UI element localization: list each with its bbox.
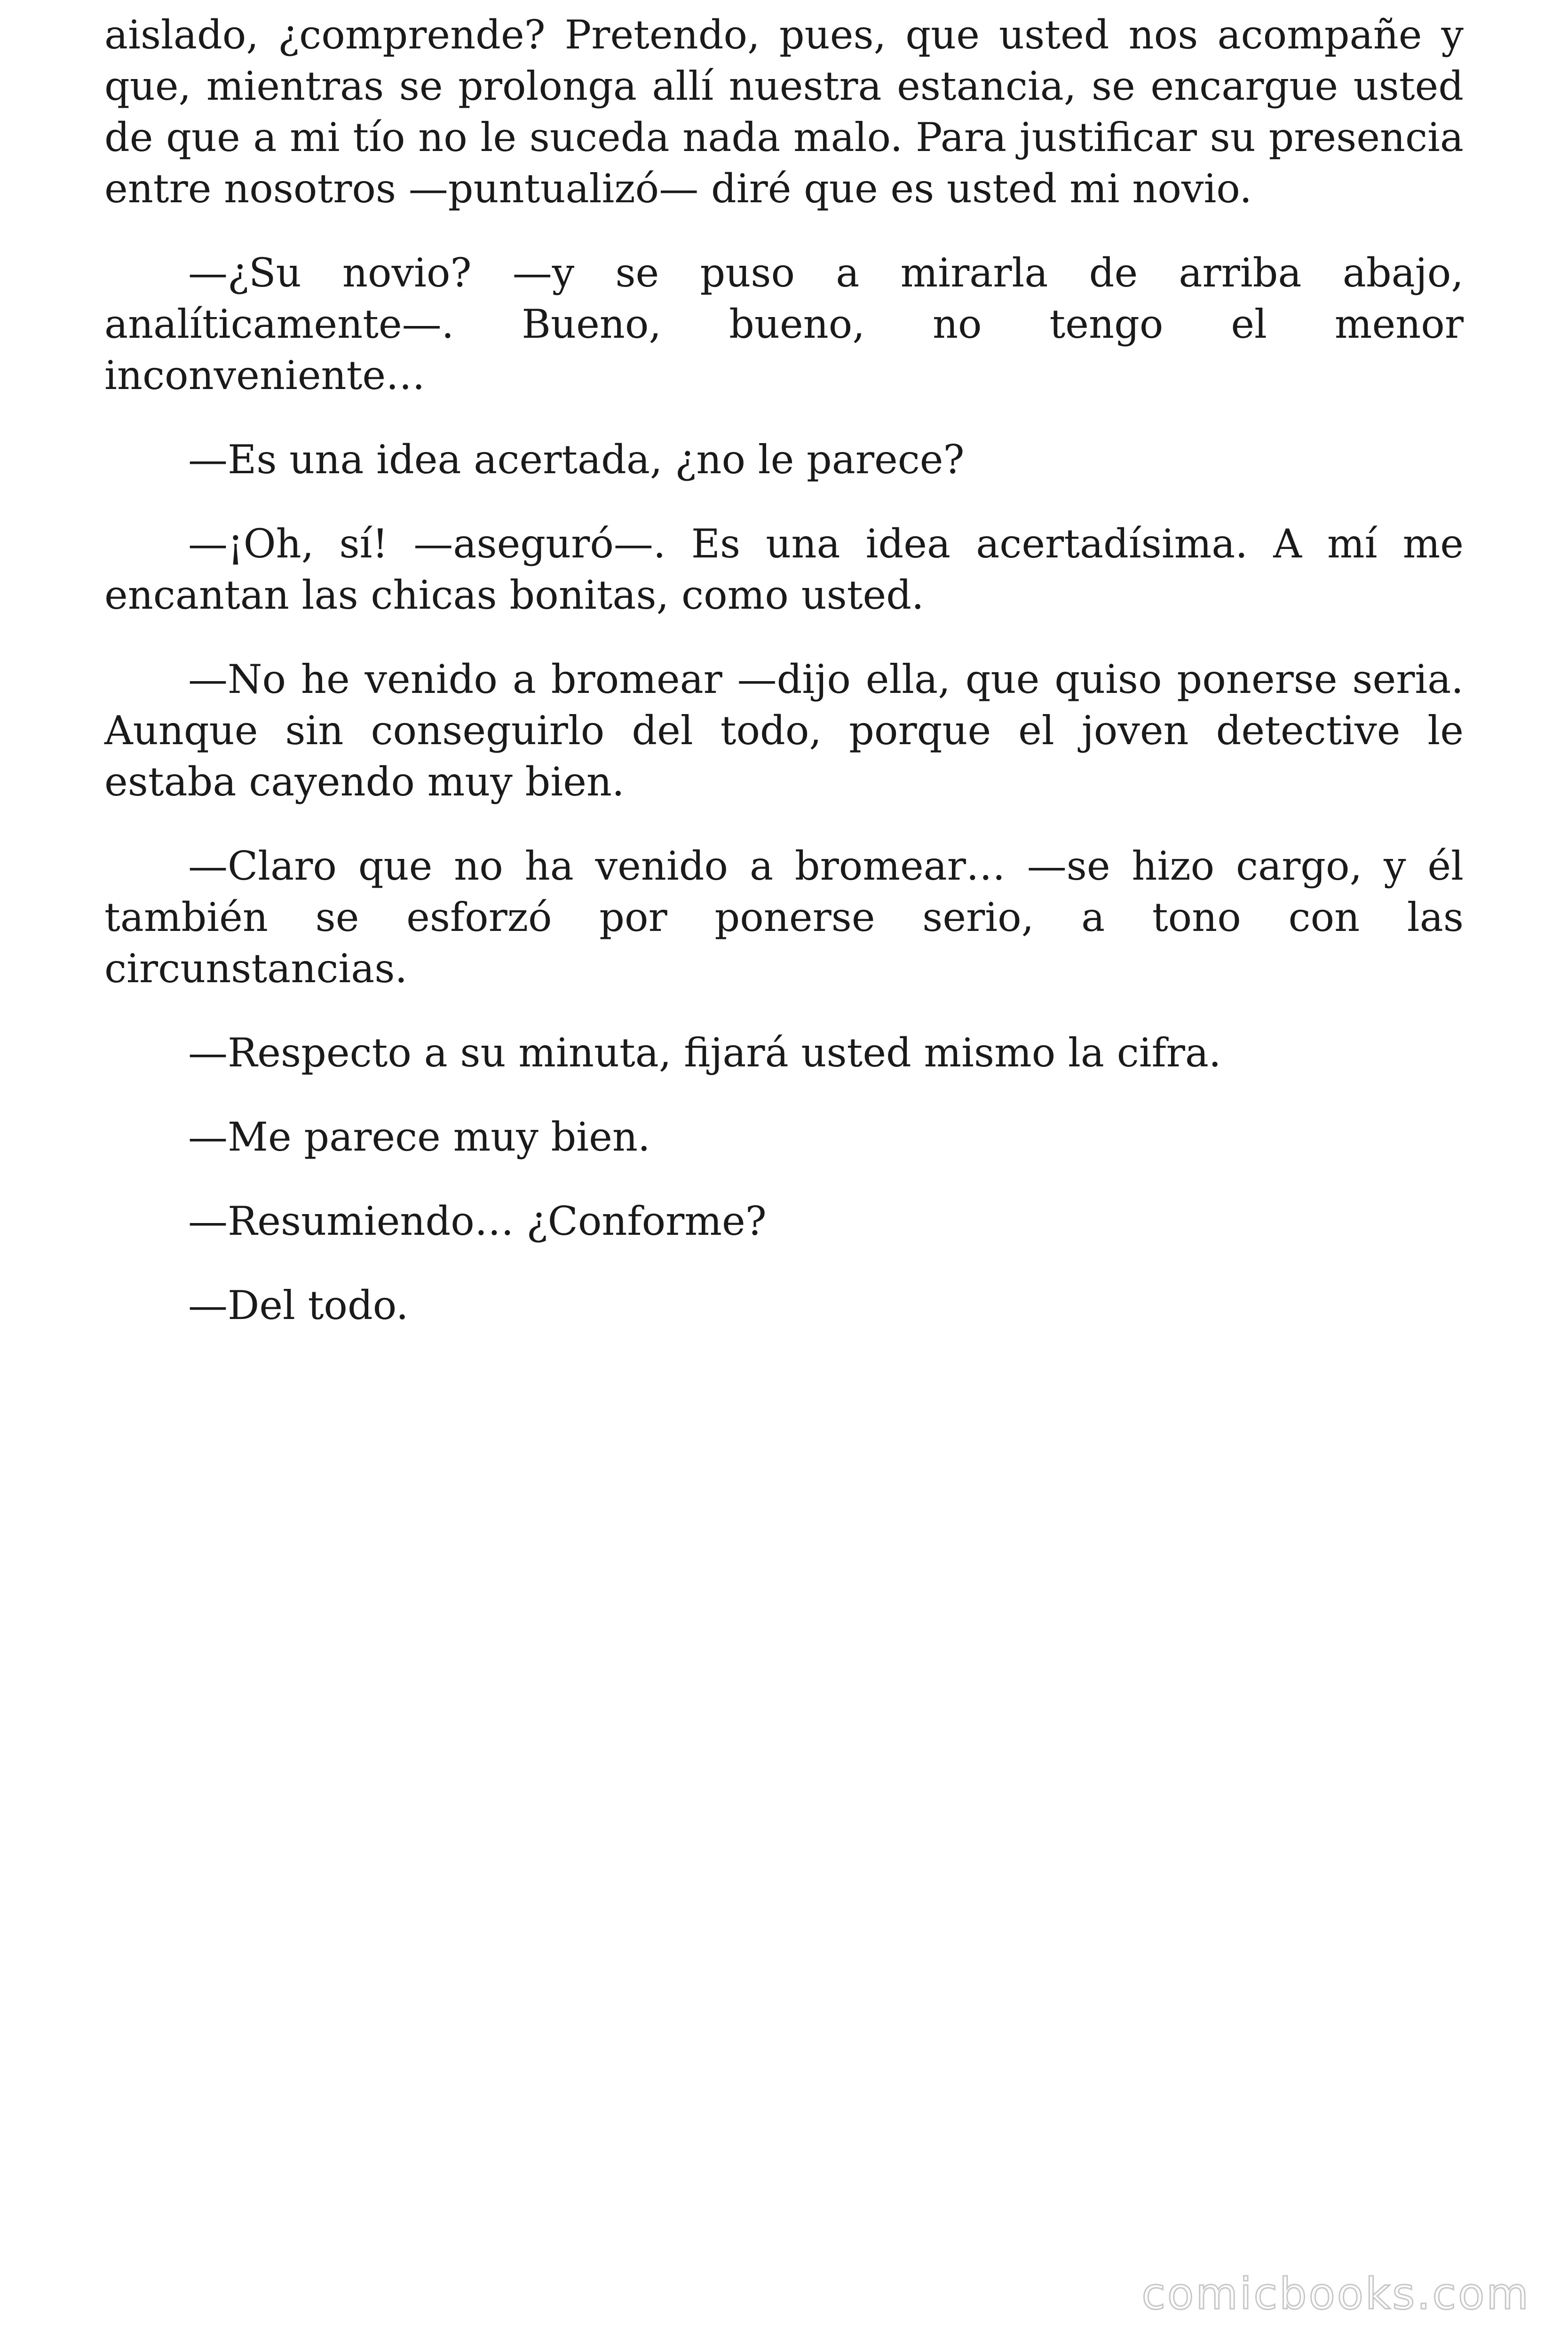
book-page xyxy=(104,9,1464,1364)
paragraph-2: —¿Su novio? —y se puso a mirarla de arriba abajo, analíticamente—. Bueno, bueno, no tengo el menor inconveniente… xyxy=(104,250,1464,398)
paragraph-5: —No he venido a bromear —dijo ella, que quiso ponerse seria. Aunque sin conseguirlo del todo, porque el joven detective le estaba cayendo muy bien. xyxy=(104,656,1464,805)
paragraph-10: —Del todo. xyxy=(188,1282,409,1328)
paragraph-3: —Es una idea acertada, ¿no le parece? xyxy=(188,437,965,483)
paragraph-6: —Claro que no ha venido a bromear… —se hizo cargo, y él también se esforzó por ponerse serio, a tono con las circunstancias. xyxy=(104,843,1464,992)
paragraph-8: —Me parece muy bien. xyxy=(188,1114,650,1160)
paragraph-7: —Respecto a su minuta, fijará usted mismo la cifra. xyxy=(188,1030,1221,1076)
paragraph-1: aislado, ¿comprende? Pretendo, pues, que usted nos acompañe y que, mientras se prolonga allí nuestra estancia, se encargue usted de que a mi tío no le suceda nada malo. Para justificar su presencia entre nosotros —puntualizó— diré que es usted mi novio. xyxy=(104,12,1464,212)
paragraph-4: —¡Oh, sí! —aseguró—. Es una idea acertadísima. A mí me encantan las chicas bonitas, como usted. xyxy=(104,521,1464,618)
watermark: comicbooks.com xyxy=(1141,2269,1530,2319)
paragraph-9: —Resumiendo… ¿Conforme? xyxy=(188,1198,767,1244)
